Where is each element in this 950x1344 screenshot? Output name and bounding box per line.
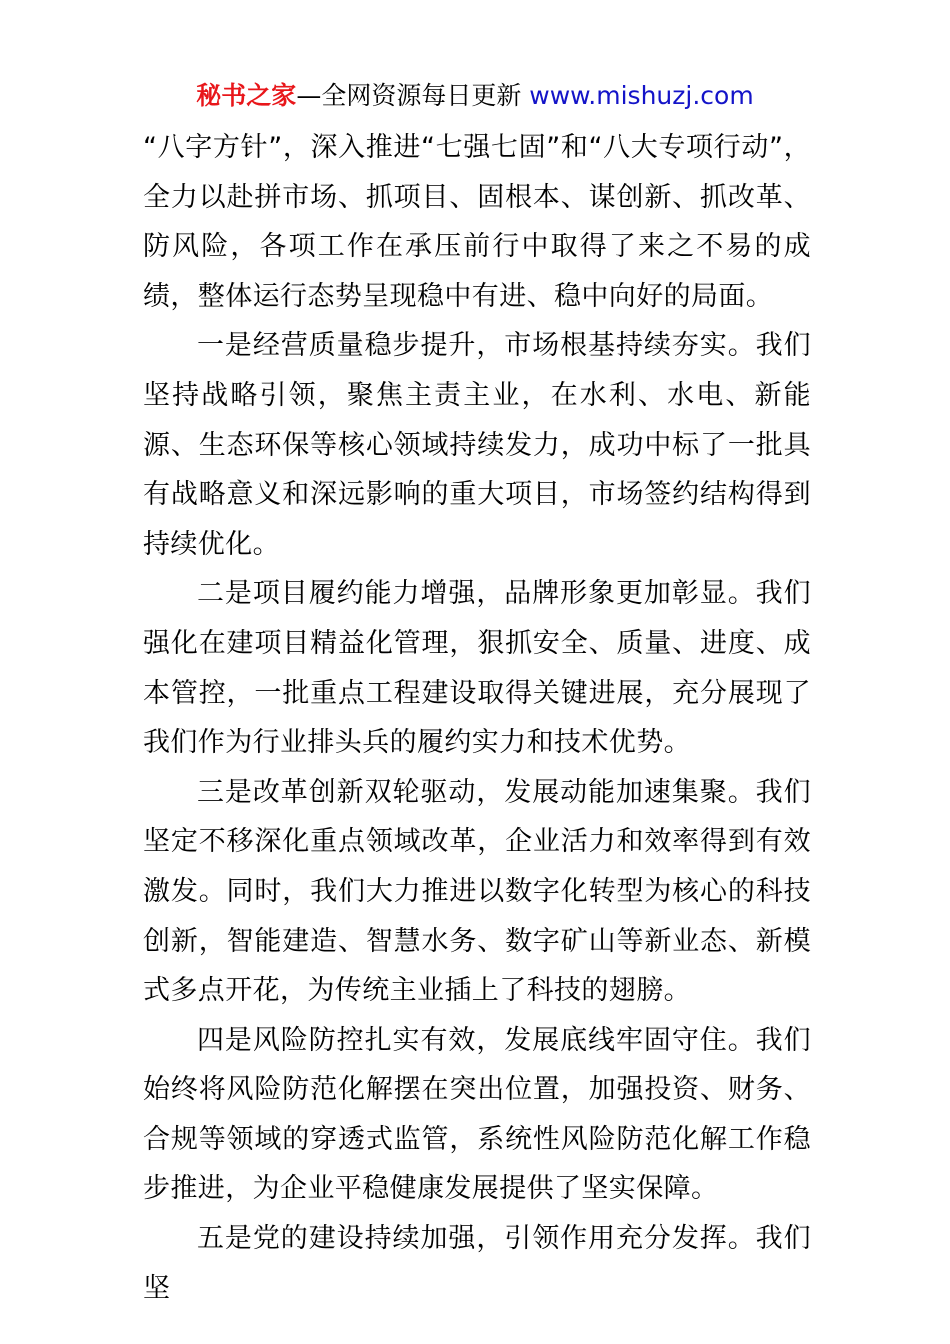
- paragraph-party-building: 五是党的建设持续加强，引领作用充分发挥。我们坚: [143, 1223, 811, 1304]
- header-slogan: —全网资源每日更新: [296, 81, 530, 110]
- header-url-link[interactable]: www.mishuzj.com: [529, 81, 754, 110]
- paragraph-risk-control: 四是风险防控扎实有效，发展底线牢固守住。我们始终将风险防范化解摆在突出位置，加强投资、财务、合规等领域的穿透式监管，系统性风险防范化解工作稳步推进，为企业平稳健康发展提供了坚实保障。: [143, 1024, 811, 1205]
- paragraph-continuation: “八字方针”，深入推进“七强七固”和“八大专项行动”，全力以赴拼市场、抓项目、固根本、谋创新、抓改革、防风险，各项工作在承压前行中取得了来之不易的成绩，整体运行态势呈现稳中有进、稳中向好的局面。: [143, 132, 811, 312]
- paragraph-project-performance: 二是项目履约能力增强，品牌形象更加彰显。我们强化在建项目精益化管理，狠抓安全、质量、进度、成本管控，一批重点工程建设取得关键进展，充分展现了我们作为行业排头兵的履约实力和技术优势。: [143, 578, 811, 759]
- paragraph-reform-innovation: 三是改革创新双轮驱动，发展动能加速集聚。我们坚定不移深化重点领域改革，企业活力和效率得到有效激发。同时，我们大力推进以数字化转型为核心的科技创新，智能建造、智慧水务、数字矿山等新业态、新模式多点开花，为传统主业插上了科技的翅膀。: [143, 776, 811, 1007]
- page-header: [0, 78, 950, 114]
- document-body: [143, 123, 811, 1313]
- header-brand: 秘书之家: [196, 81, 297, 110]
- paragraph-operations-quality: 一是经营质量稳步提升，市场根基持续夯实。我们坚持战略引领，聚焦主责主业，在水利、水电、新能源、生态环保等核心领域持续发力，成功中标了一批具有战略意义和深远影响的重大项目，市场签约结构得到持续优化。: [143, 330, 811, 560]
